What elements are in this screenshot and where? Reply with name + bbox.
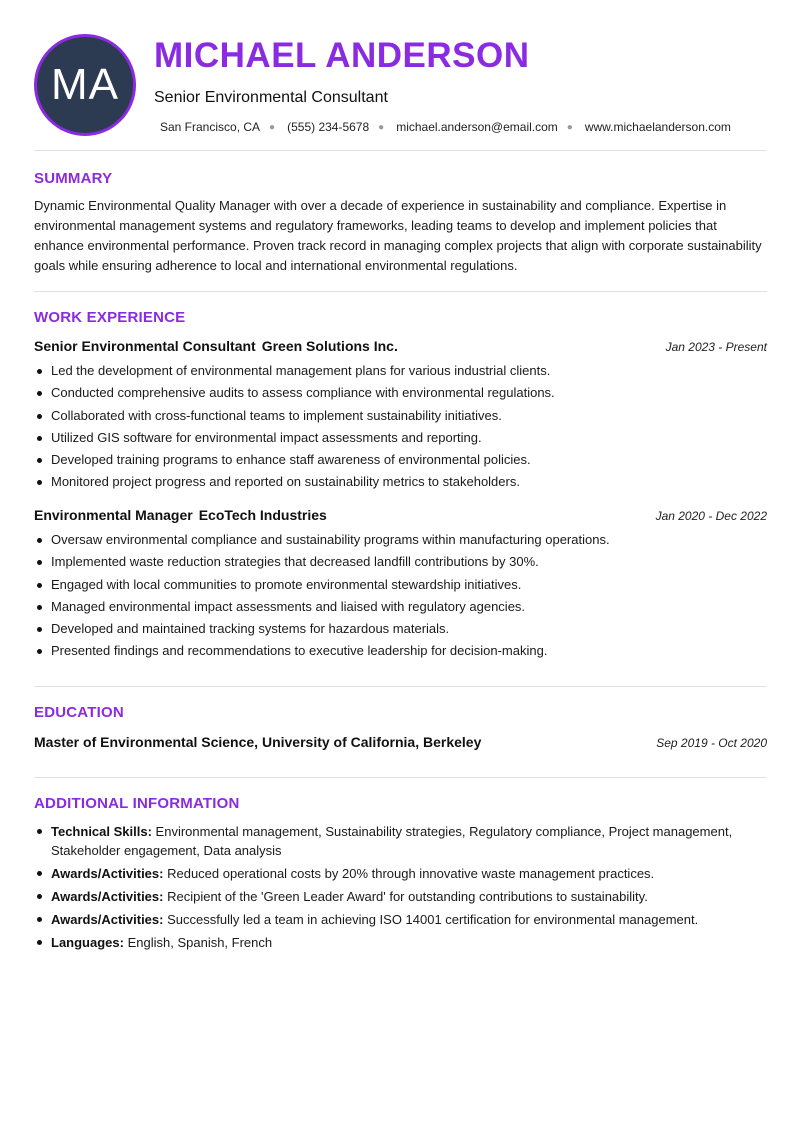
list-item: [34, 933, 767, 952]
contact-phone: (555) 234-5678: [287, 120, 370, 134]
info-label: Awards/Activities:: [51, 912, 164, 927]
list-item: Implemented waste reduction strategies that decreased landfill contributions by 30%.: [34, 551, 767, 573]
list-item: Led the development of environmental management plans for various industrial clients.: [34, 360, 767, 382]
info-text: English, Spanish, French: [127, 935, 273, 950]
info-label: Awards/Activities:: [51, 889, 164, 904]
list-item: Developed training programs to enhance staff awareness of environmental policies.: [34, 449, 767, 471]
contact-line: [160, 120, 731, 134]
job-bullets: [34, 529, 767, 663]
contact-email[interactable]: michael.anderson@email.com: [396, 120, 558, 134]
info-text: Environmental management, Sustainability strategies, Regulatory compliance, Project management, Stakeholder engagement, Data analysis: [51, 824, 733, 858]
contact-website[interactable]: www.michaelanderson.com: [584, 120, 731, 134]
separator-dot-icon: ●: [378, 121, 385, 133]
education-heading: EDUCATION: [34, 704, 124, 721]
education-degree: Master of Environmental Science, University of California, Berkeley: [34, 734, 482, 750]
job-bullets: [34, 360, 767, 494]
list-item: [34, 910, 767, 929]
job-date: Jan 2020 - Dec 2022: [655, 509, 767, 523]
job-header: [34, 507, 767, 525]
job-title: [34, 507, 327, 523]
summary-heading: SUMMARY: [34, 170, 113, 187]
list-item: Oversaw environmental compliance and sustainability programs within manufacturing operations.: [34, 529, 767, 551]
list-item: Engaged with local communities to promote environmental stewardship initiatives.: [34, 574, 767, 596]
education-date: Sep 2019 - Oct 2020: [656, 736, 767, 750]
list-item: [34, 887, 767, 906]
contact-location: San Francisco, CA: [160, 120, 261, 134]
info-text: Reduced operational costs by 20% through innovative waste management practices.: [167, 866, 655, 881]
info-label: Technical Skills:: [51, 824, 152, 839]
avatar-initials: MA: [51, 60, 119, 109]
list-item: Presented findings and recommendations to executive leadership for decision-making.: [34, 640, 767, 662]
list-item: Monitored project progress and reported on sustainability metrics to stakeholders.: [34, 471, 767, 493]
job-position: Environmental Manager: [34, 507, 193, 523]
divider: [34, 777, 767, 778]
summary-text: Dynamic Environmental Quality Manager with over a decade of experience in sustainability and compliance. Expertise in environmental management systems and regulatory frameworks, leading teams to develop and implement policies that enhance environmental performance. Proven track record in managing complex projects that align with corporate sustainability goals while ensuring adherence to local and international environmental regulations.: [34, 198, 762, 273]
experience-heading: WORK EXPERIENCE: [34, 309, 186, 326]
info-text: Successfully led a team in achieving ISO 14001 certification for environmental management.: [167, 912, 699, 927]
candidate-name: MICHAEL ANDERSON: [154, 36, 530, 75]
info-label: Awards/Activities:: [51, 866, 164, 881]
job-company: EcoTech Industries: [198, 507, 327, 523]
list-item: [34, 864, 767, 883]
separator-dot-icon: ●: [566, 121, 573, 133]
job-header: [34, 338, 767, 356]
candidate-role: Senior Environmental Consultant: [154, 89, 388, 106]
avatar: [34, 34, 136, 136]
divider: [34, 150, 767, 151]
education-entry: [34, 734, 767, 752]
divider: [34, 686, 767, 687]
list-item: Conducted comprehensive audits to assess compliance with environmental regulations.: [34, 382, 767, 404]
list-item: Developed and maintained tracking systems for hazardous materials.: [34, 618, 767, 640]
divider: [34, 291, 767, 292]
list-item: Utilized GIS software for environmental impact assessments and reporting.: [34, 427, 767, 449]
list-item: [34, 822, 767, 860]
job-title: [34, 338, 398, 354]
job-company: Green Solutions Inc.: [261, 338, 398, 354]
separator-dot-icon: ●: [269, 121, 276, 133]
list-item: Collaborated with cross-functional teams to implement sustainability initiatives.: [34, 405, 767, 427]
info-label: Languages:: [51, 935, 124, 950]
job-position: Senior Environmental Consultant: [34, 338, 256, 354]
job-date: Jan 2023 - Present: [665, 340, 767, 354]
list-item: Managed environmental impact assessments and liaised with regulatory agencies.: [34, 596, 767, 618]
additional-info-list: [34, 822, 767, 956]
info-text: Recipient of the 'Green Leader Award' for outstanding contributions to sustainability.: [167, 889, 648, 904]
additional-info-heading: ADDITIONAL INFORMATION: [34, 795, 240, 812]
